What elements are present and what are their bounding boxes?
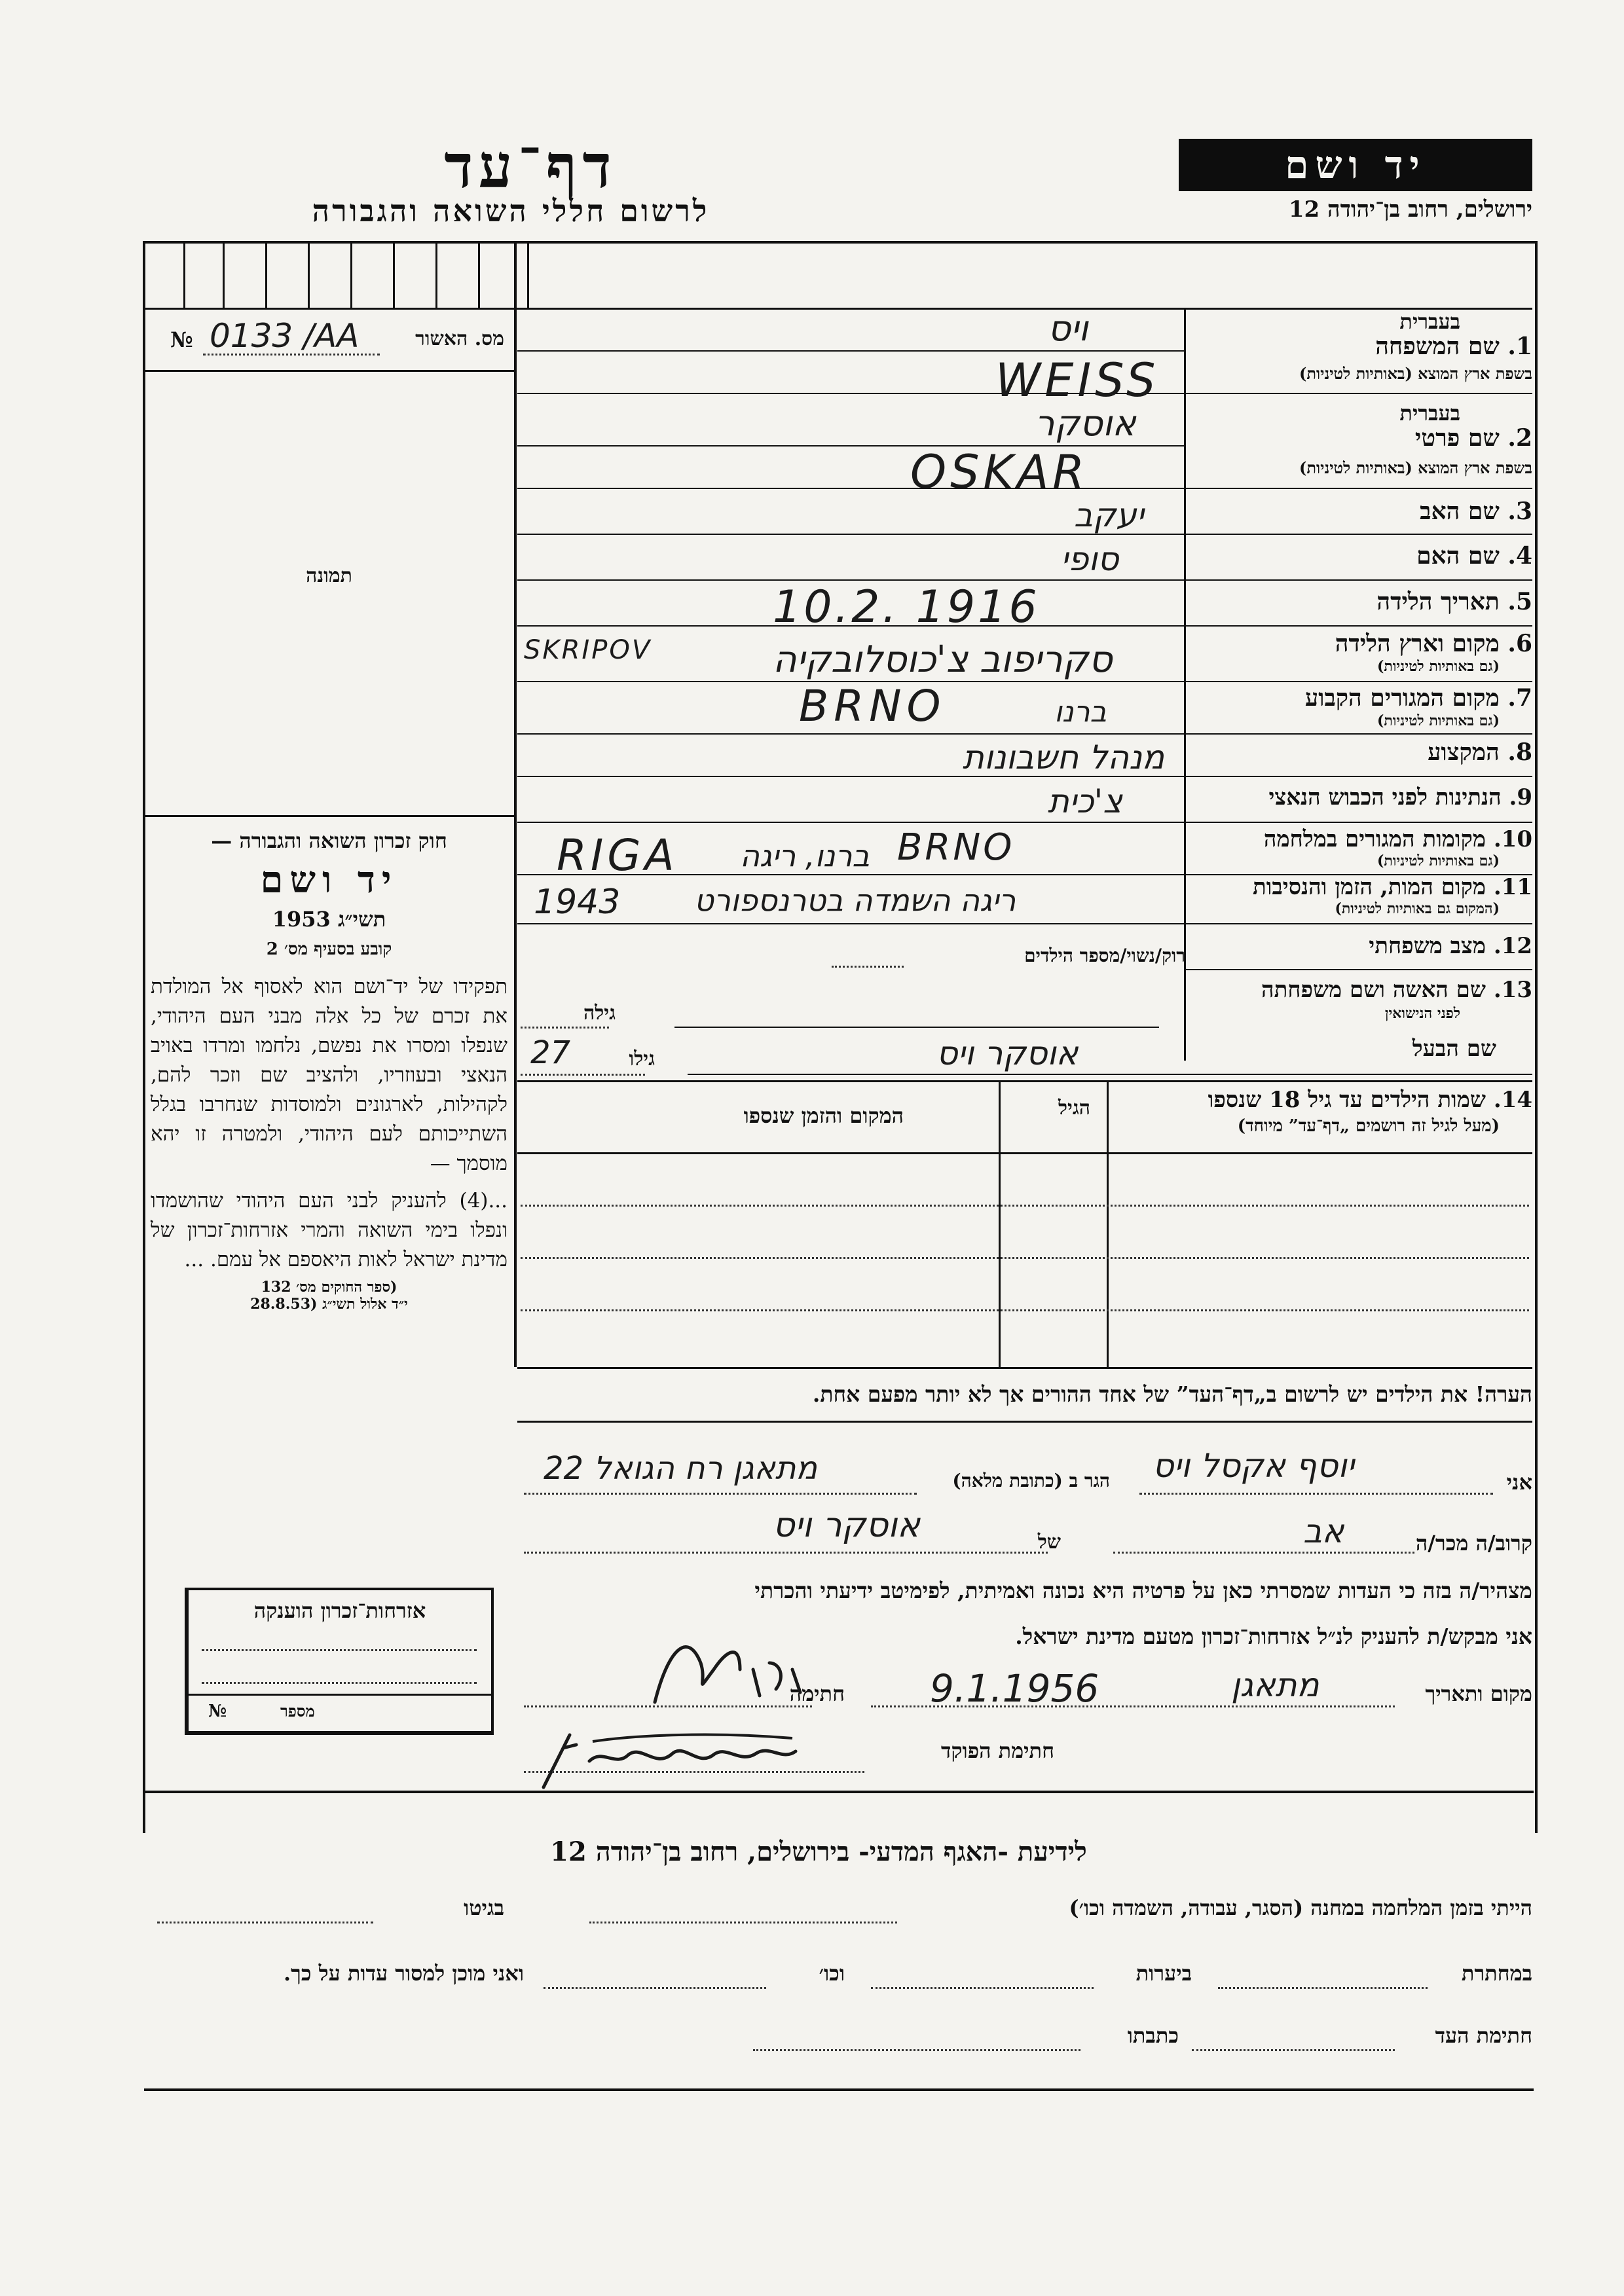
declaration-date-value: 9.1.1956 [930, 1666, 1099, 1711]
note: הערה! את הילדים יש לרשום ב„דף־העד” של אחד ההורים אך לא יותר מפעם אחת. [812, 1381, 1532, 1407]
address: ירושלים, רחוב בן־יהודה 12 [1288, 196, 1532, 223]
science-line-3-b-dots [753, 2049, 1080, 2051]
field-12-value: רוק/נשוי/מספר הילדים [1024, 945, 1185, 966]
field-9-line [517, 822, 1532, 823]
husband-age-value: 27 [530, 1034, 571, 1071]
field-10-num: 10. [1493, 826, 1532, 852]
science-line-3-b: כתבתו [1127, 2023, 1179, 2048]
husband-age-line [521, 1074, 645, 1076]
citizenship-box [185, 1588, 494, 1735]
law-text: תפקידו של יד־ושם הוא לאסוף אל המולדת את זכרם של כל אלה מבני העם היהודי, שנפלו ומסרו את נפשם, נלחמו ומרדו באויב הנאצי ובעוזריו, ולהציב שם וזכר להם, לקהילות, לארגונים ולמוסדות שנחרבו בגלל השתייכותם לעם היהודי, ולמטרה זו יהא מוסמך — [151, 975, 507, 1175]
field-6-label [1335, 630, 1532, 657]
field-5-label [1376, 588, 1532, 615]
declaration-place-line [871, 1705, 1395, 1707]
children-table-bottom [517, 1367, 1532, 1369]
husband-value: אוסקר ויס [936, 1034, 1079, 1072]
field-1-value-latin: WEISS [995, 354, 1160, 407]
frame-divider-vertical [514, 242, 517, 1367]
law-heading: חוק זכרון השואה והגבורה — [211, 828, 447, 853]
children-label-text: שמות הילדים עד גיל 18 שנספו [1208, 1087, 1486, 1113]
children-col-age: הגיל [1058, 1097, 1090, 1120]
field-8-value: מנהל חשבונות [963, 738, 1165, 776]
law-ref-2: י״ד אלול תשי״ג (28.8.53 [250, 1296, 408, 1313]
law-text-2: ...(4) להעניק לבני העם היהודי שהושמדו ונפלו בימי השואה והמרי אזרחות־זכרון של מדינת ישראל לאות היאספם אל עמם. ... [151, 1189, 507, 1271]
field-6-value: סקריפוב צ'כוסלובקיה [773, 638, 1113, 681]
law-ref: (ספר החוקים מס׳ 132 [261, 1279, 397, 1296]
law-clause: קובע בסעיף מס׳ 2 [266, 939, 392, 959]
top-box-line [478, 242, 480, 308]
approval-number-prefix: № [170, 327, 193, 352]
field-13-line [674, 1027, 1159, 1028]
header [0, 0, 1624, 249]
field-1-value-hebrew: ויס [1048, 308, 1088, 349]
husband-label: שם הבעל [1412, 1036, 1496, 1062]
top-box-line [183, 242, 185, 308]
children-col-sep-1 [999, 1080, 1001, 1368]
top-box-line [393, 242, 395, 308]
declaration-name-line [1139, 1493, 1493, 1495]
field-4-line [517, 579, 1532, 581]
field-7-label [1305, 684, 1532, 712]
field-2-value-latin: OSKAR [910, 445, 1088, 499]
field-8-num: 8. [1507, 738, 1532, 766]
top-box-line [435, 242, 437, 308]
field-3-num: 3. [1507, 498, 1532, 525]
declaration-relative-label: קרוב/ה מכר/ה [1415, 1531, 1532, 1556]
field-9-num: 9. [1509, 784, 1532, 811]
field-1-label-text: שם המשפחה [1375, 333, 1500, 360]
field-5-label-text: תאריך הלידה [1376, 588, 1500, 615]
field-10-value-latin-1: BRNO [897, 826, 1015, 869]
science-line-1-a: הייתי בזמן המלחמה במחנה (הסגר, עבודה, השמדה וכו׳) [1069, 1895, 1532, 1920]
science-line-1-a-dots [589, 1922, 897, 1923]
declaration-relation-value: אב [1303, 1512, 1344, 1550]
declaration-officer-line [524, 1771, 864, 1773]
page-title: דף־עד [444, 131, 617, 202]
field-1-line-a [517, 350, 1185, 352]
field-3-value: יעקב [1074, 496, 1144, 534]
field-11-value: ריגה השמדה בטרנספורט [694, 883, 1016, 918]
field-11-label-text: מקום המות, הזמן והנסיבות [1252, 874, 1486, 900]
children-sub: (מעל לגיל זה רושמים „דף־עד” מיוחד) [1237, 1116, 1500, 1136]
science-line-2-a-dots [1218, 1987, 1428, 1989]
citizenship-box-divider [189, 1694, 491, 1696]
field-7-num: 7. [1507, 684, 1532, 712]
photo-divider [144, 815, 515, 817]
field-8-label-text: המקצוע [1428, 738, 1500, 766]
field-10-label-text: מקומות המגורים במלחמה [1263, 826, 1486, 852]
top-box-line [265, 242, 267, 308]
top-box-line [350, 242, 352, 308]
field-2-value-hebrew: אוסקר [1035, 403, 1136, 444]
field-6-label-text: מקום וארץ הלידה [1335, 630, 1500, 657]
field-2-label [1415, 424, 1532, 452]
field-11-line [517, 923, 1532, 924]
approval-number-label: מס. האשור [415, 327, 504, 350]
science-line-2-b-dots [871, 1987, 1094, 1989]
page-subtitle: לרשום חללי השואה והגבורה [312, 193, 710, 228]
declaration-of-line [524, 1552, 1048, 1554]
field-12-line [832, 966, 904, 968]
children-label [1208, 1087, 1532, 1113]
top-box-line [527, 242, 529, 308]
declaration-request: אני מבקש/ת להעניק לנ״ל אזרחות־זכרון מטעם מדינת ישראל. [1015, 1624, 1532, 1649]
children-row-line [521, 1257, 1529, 1259]
citizenship-box-title: אזרחות־זכרון הוענקה [253, 1598, 426, 1623]
science-line-1-b: בגיטו [464, 1895, 504, 1920]
children-table-top [517, 1080, 1532, 1082]
field-1-sub: בשפת ארץ המוצא (באותיות לטיניות) [1299, 364, 1532, 383]
logo [1179, 139, 1532, 191]
field-9-label [1269, 784, 1533, 811]
science-line-2-c-dots [544, 1987, 766, 1989]
declaration-address-line [524, 1493, 917, 1495]
field-8-label [1428, 738, 1532, 766]
children-col-sep-2 [1107, 1080, 1109, 1368]
science-line-2-d: ואני מוכן למסור עדות על כך. [283, 1961, 524, 1986]
approval-divider [144, 370, 515, 372]
field-11-year: 1943 [534, 883, 621, 922]
approval-number-value: 0133 /AA [210, 317, 360, 355]
field-10-sub: (גם באותיות לטיניות) [1376, 852, 1500, 869]
field-7-sub: (גם באותיות לטיניות) [1376, 712, 1500, 729]
field-11-label [1253, 874, 1532, 900]
field-12-divider [1184, 969, 1532, 970]
field-10-value-latin-2: RIGA [557, 830, 678, 881]
science-line-2-c: וכו׳ [819, 1961, 845, 1986]
field-3-line [517, 534, 1532, 535]
field-3-label [1420, 498, 1532, 525]
field-5-num: 5. [1507, 588, 1532, 615]
field-6-sub: (גם באותיות לטיניות) [1376, 658, 1500, 675]
field-13-age-line [521, 1027, 609, 1029]
citizenship-line [202, 1649, 477, 1651]
bottom-section-top [144, 1791, 1534, 1793]
photo-label: תמונה [306, 564, 352, 587]
law-year: תשי״ג 1953 [272, 907, 386, 932]
children-header-line [517, 1152, 1532, 1154]
declaration-officer-label: חתימת הפוקד [941, 1738, 1054, 1763]
science-line-2-b: ביערות [1135, 1961, 1192, 1986]
field-7-value: ברנו [1054, 695, 1107, 729]
field-12-label-text: מצב משפחתי [1369, 933, 1486, 959]
declaration-place-date-label: מקום ותאריך [1425, 1681, 1532, 1706]
approval-number [157, 317, 504, 360]
witness-signature [629, 1624, 825, 1715]
field-2-sub: בשפת ארץ המוצא (באותיות לטיניות) [1299, 458, 1532, 477]
field-3-label-text: שם האב [1420, 498, 1500, 525]
field-4-label [1416, 542, 1532, 570]
citizenship-number-label: מספר [280, 1702, 315, 1721]
top-box-line [223, 242, 225, 308]
field-10-label [1264, 826, 1532, 852]
field-13-label [1261, 977, 1532, 1003]
field-13-age-label: גילה [583, 1002, 616, 1025]
field-13-sub: לפני הנישואין [1384, 1005, 1460, 1022]
science-line-2-a: במחתרת [1461, 1961, 1532, 1986]
note-divider [517, 1421, 1532, 1423]
science-line-1-b-dots [157, 1922, 373, 1923]
field-13-num: 13. [1493, 977, 1532, 1003]
declaration-relation-line [1113, 1552, 1414, 1554]
declaration-of-label: של [1037, 1531, 1061, 1554]
citizenship-line [202, 1682, 477, 1684]
declaration-address-value: מתאגן רח הגואל 22 [544, 1450, 817, 1487]
field-2-label-text: שם פרטי [1414, 424, 1500, 452]
field-4-num: 4. [1507, 542, 1532, 570]
field-1-label [1375, 333, 1532, 360]
declaration-resides-label: הגר ב (כתובת מלאה) [952, 1470, 1110, 1491]
field-9-value: צ'כית [1048, 782, 1122, 820]
science-line-3-a: חתימת העד [1435, 2023, 1532, 2048]
field-2-num: 2. [1507, 424, 1532, 452]
field-4-label-text: שם האם [1416, 542, 1500, 570]
field-11-num: 11. [1493, 874, 1532, 900]
field-12-num: 12. [1493, 933, 1532, 959]
field-10-value: ברנו, ריגה [740, 838, 870, 873]
logo-text: יד ושם [1285, 143, 1426, 187]
field-7-value-latin: BRNO [799, 681, 946, 731]
field-7-line [517, 733, 1532, 735]
children-row-line [521, 1309, 1529, 1311]
husband-age-label: גילו [629, 1048, 655, 1070]
field-2-hebrew-tag: בעברית [1399, 401, 1460, 426]
field-4-value: סופי [1061, 540, 1119, 578]
declaration-place-value: מתאגן [1231, 1666, 1320, 1704]
citizenship-number-prefix: № [208, 1702, 227, 1721]
top-box-line [308, 242, 310, 308]
field-1-num: 1. [1507, 333, 1532, 360]
field-12-label [1369, 933, 1532, 959]
approval-line [203, 354, 380, 355]
declaration-signature-label: חתימה [789, 1681, 845, 1706]
declaration-signature-line [524, 1705, 812, 1707]
field-11-sub: (המקום גם באותיות לטיניות) [1335, 900, 1500, 917]
field-6-value-latin: SKRIPOV [524, 635, 652, 665]
declaration-of-value: אוסקר ויס [773, 1506, 920, 1545]
field-13-label-text: שם האשה ושם משפחתה [1261, 977, 1486, 1003]
field-7-label-text: מקום המגורים הקבוע [1304, 684, 1500, 712]
law-section [151, 822, 507, 1313]
children-row-line [521, 1205, 1529, 1207]
law-name: יד ושם [260, 858, 398, 902]
form-bottom-border [144, 2088, 1534, 2091]
children-num: 14. [1493, 1087, 1532, 1113]
field-6-num: 6. [1507, 630, 1532, 657]
science-title: לידיעת -האגף המדעי- בירושלים, רחוב בן־יהודה 12 [550, 1836, 1087, 1867]
declaration-statement: מצהיר/ה בזה כי העדות שמסרתי כאן על פרטיה היא נכונה ואמיתית, לפימיטב ידיעתי והכרתי [754, 1578, 1532, 1603]
children-col-place: המקום והזמן שנספו [743, 1103, 904, 1128]
husband-line [688, 1074, 1532, 1075]
science-line-3-a-dots [1192, 2049, 1395, 2051]
field-9-label-text: הנתינות לפני הכבוש הנאצי [1268, 784, 1502, 811]
officer-signature [530, 1722, 805, 1794]
declaration-i-label: אני [1506, 1470, 1532, 1495]
field-6-line [517, 681, 1532, 682]
declaration-name-value: יוסף אקסל ויס [1153, 1447, 1355, 1485]
field-5-value: 10.2. 1916 [773, 581, 1040, 633]
top-row-divider [144, 308, 1532, 310]
field-1-hebrew-tag: בעברית [1399, 309, 1460, 334]
